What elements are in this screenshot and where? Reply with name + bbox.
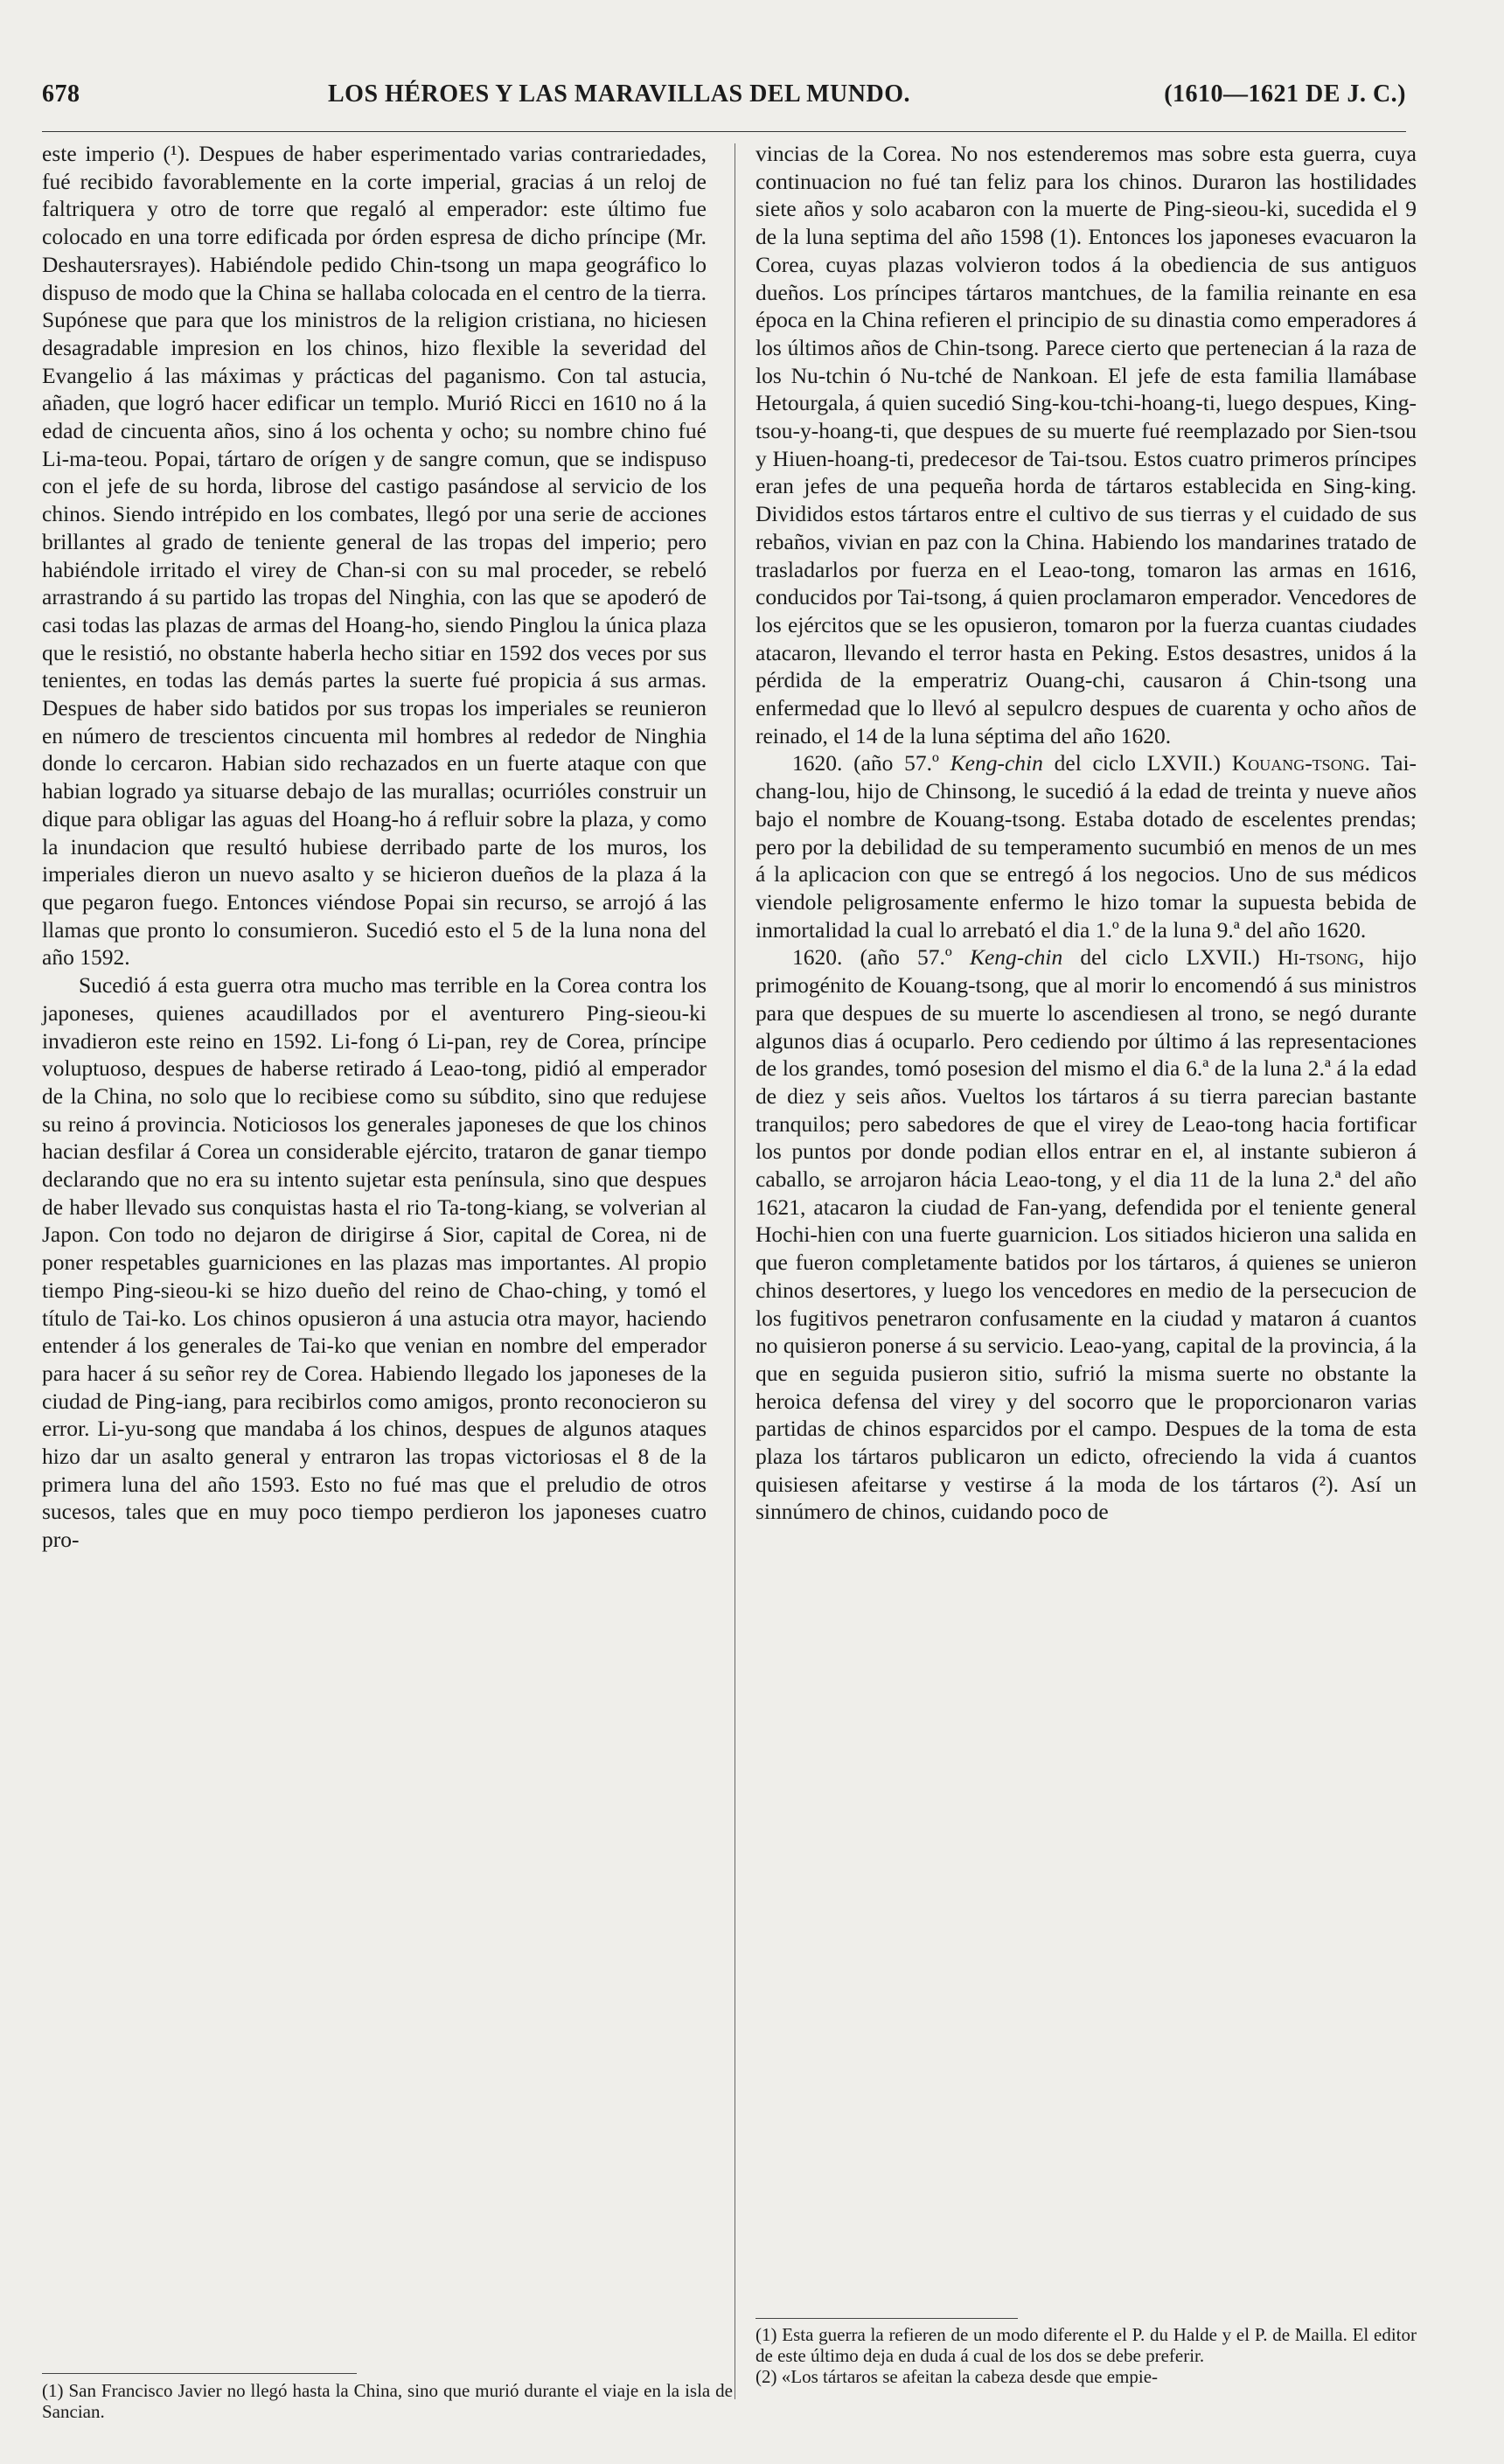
right-column: [755, 140, 1417, 1526]
right-footnote-rule: [755, 2318, 1018, 2319]
left-column: [42, 140, 707, 1554]
right-paragraph-2: [755, 749, 1417, 943]
left-footnote-rule: [42, 2373, 357, 2374]
running-title: LOS HÉROES Y LAS MARAVILLAS DEL MUNDO.: [328, 80, 910, 108]
right-footnote-1: (1) Esta guerra la refieren de un modo diferente el P. du Halde y el P. de Mailla. El editor de este último deja en duda á cual de los dos se debe preferir.: [755, 2324, 1417, 2366]
right-paragraph-3: [755, 943, 1417, 1526]
reign-text: hijo primogénito de Kouang-tsong, que al morir lo encomendó á sus ministros para que despues de su muerte lo ascendiesen al trono, se negó durante algunos dias á ocuparlo. Pero cediendo por último á las representaciones de los grandes, tomó posesion del mismo el dia 6.ª de la luna 2.ª á la edad de diez y seis años. Vueltos los tártaros á su tierra parecian bastante tranquilos; pero sabedores de que el virey de Leao-tong hacia fortificar los puntos por donde podian ellos entrar en el, al instante subieron á caballo, se arrojaron hácia Leao-tong, y el dia 11 de la luna 2.ª del año 1621, atacaron la ciudad de Fan-yang, defendida por el teniente general Hochi-hien con una fuerte guarnicion. Los sitiados hicieron una salida en que fueron completamente batidos por los tártaros, á quienes se unieron chinos desertores, y luego los vencedores en medio de la persecucion de los fugitivos penetraron confusamente en la ciudad y mataron á cuantos no quisieron ponerse á su servicio. Leao-yang, capital de la provincia, á la que en seguida pusieron sitio, sufrió la misma suerte no obstante la heroica defensa del virey y del socorro que le proporcionaron varias partidas de chinos esparcidos por el campo. Despues de la toma de esta plaza los tártaros publicaron un edicto, ofreciendo la vida á cuantos quisiesen afeitarse y vestirse á la moda de los tártaros (²). Así un sinnúmero de chinos, cuidando poco de: [755, 944, 1417, 1525]
left-paragraph-2: Sucedió á esta guerra otra mucho mas terrible en la Corea contra los japoneses, quienes acaudillados por el aventurero Ping-sieou-ki invadieron este reino en 1592. Li-fong ó Li-pan, rey de Corea, príncipe voluptuoso, despues de haberse retirado á Leao-tong, pidió al emperador de la China, no solo que lo recibiese como su súbdito, sino que redujese su reino á provincia. Noticiosos los generales japoneses de que los chinos hacian desfilar á Corea un considerable ejército, trataron de ganar tiempo declarando que no era su intento sujetar esta península, sino que despues de haber llevado sus conquistas hasta el rio Ta-tong-kiang, se volverian al Japon. Con todo no dejaron de dirigirse á Sior, capital de Corea, ni de poner respetables guarniciones en las plazas mas importantes. Al propio tiempo Ping-sieou-ki se hizo dueño del reino de Chao-ching, y tomó el título de Tai-ko. Los chinos opusieron á una astucia otra mayor, haciendo entender á los generales de Tai-ko que venian en nombre del emperador para hacer á su señor rey de Corea. Habiendo llegado los japoneses de la ciudad de Ping-iang, para recibirlos como amigos, pronto reconocieron su error. Li-yu-song que mandaba á los chinos, despues de algunos ataques hizo dar un asalto general y entraron las tropas victoriosas el 8 de la primera luna del año 1593. Esto no fué mas que el preludio de otros sucesos, tales que en muy poco tiempo perdieron los japoneses cuatro pro-: [42, 972, 707, 1553]
page-number: 678: [42, 80, 80, 108]
emperor-name: Hi-tsong,: [1277, 944, 1365, 971]
left-footnote: (1) San Francisco Javier no llegó hasta la China, sino que murió durante el viaje en la isla de Sancian.: [42, 2380, 733, 2422]
year-entry: 1620. (año 57.º: [792, 944, 952, 971]
right-paragraph-1: vincias de la Corea. No nos estenderemos mas sobre esta guerra, cuya continuacion no fué tan feliz para los chinos. Duraron las hostilidades siete años y solo acabaron con la muerte de Ping-sieou-ki, sucedida el 9 de la luna septima del año 1598 (1). Entonces los japoneses evacuaron la Corea, cuyas plazas volvieron todos á la obediencia de sus antiguos dueños. Los príncipes tártaros mantchues, de la familia reinante en esa época en la China refieren el principio de su dinastia como emperadores á los últimos años de Chin-tsong. Parece cierto que pertenecian á la raza de los Nu-tchin ó Nu-tché de Nankoan. El jefe de esta familia llamábase Hetourgala, á quien sucedió Sing-kou-tchi-hoang-ti, luego despues, King-tsou-y-hoang-ti, que despues de su muerte fué reemplazado por Sien-tsou y Hiuen-hoang-ti, predecesor de Tai-tsou. Estos cuatro primeros príncipes eran jefes de una pequeña horda de tártaros establecida en Sing-king. Divididos estos tártaros entre el cultivo de sus tierras y el cuidado de sus rebaños, vivian en paz con la China. Habiendo los mandarines tratado de trasladarlos por fuerza en el Leao-tong, tomaron las armas en 1616, conducidos por Tai-tsong, á quien proclamaron emperador. Vencedores de los ejércitos que se les opusieron, tomaron por la fuerza cuantas ciudades atacaron, llevando el terror hasta en Peking. Estos desastres, unidos á la pérdida de la emperatriz Ouang-chi, causaron á Chin-tsong una enfermedad que lo llevó al sepulcro despues de cuarenta y ocho años de reinado, el 14 de la luna séptima del año 1620.: [755, 141, 1417, 748]
reign-text: Tai-chang-lou, hijo de Chinsong, le sucedió á la edad de treinta y nueve años bajo el nombre de Kouang-tsong. Estaba dotado de escelentes prendas; pero por la debilidad de su temperamento sucumbió en menos de un mes á la aplicacion con que se entregó á los negocios. Uno de sus médicos viendole peligrosamente enfermo le hizo tomar la supuesta bebida de inmortalidad la cual lo arrebató el dia 1.º de la luna 9.ª del año 1620.: [755, 750, 1417, 943]
cycle-name: Keng-chin: [950, 750, 1043, 776]
header-rule: [42, 131, 1406, 132]
running-header: [42, 80, 1406, 133]
cycle-label: del ciclo LXVII.): [1080, 944, 1260, 971]
emperor-name: Kouang-tsong.: [1231, 750, 1371, 776]
cycle-name: Keng-chin: [969, 944, 1063, 971]
year-entry: 1620. (año 57.º: [792, 750, 939, 776]
right-footnotes: [755, 2324, 1417, 2387]
date-range: (1610—1621 DE J. C.): [1164, 80, 1406, 108]
left-paragraph-1: este imperio (¹). Despues de haber esperimentado varias contrariedades, fué recibido favorablemente en la corte imperial, gracias á un reloj de faltriquera y otro de torre que regaló al emperador: este último fue colocado en una torre edificada por órden espresa de dicho príncipe (Mr. Deshautersrayes). Habiéndole pedido Chin-tsong un mapa geográfico lo dispuso de modo que la China se hallaba colocada en el centro de la tierra. Supónese que para que los ministros de la religion cristiana, no hiciesen desagradable impresion en los chinos, hizo flexible la severidad del Evangelio á las máximas y prácticas del paganismo. Con tal astucia, añaden, que logró hacer edificar un templo. Murió Ricci en 1610 no á la edad de cincuenta años, sino á los ochenta y ocho; su nombre chino fué Li-ma-teou. Popai, tártaro de orígen y de sangre comun, que se indispuso con el jefe de su horda, librose del castigo pasándose al servicio de los chinos. Siendo intrépido en los combates, llegó por una serie de acciones brillantes al grado de teniente general de las tropas del imperio; pero habiéndole irritado el virey de Chan-si con su mal proceder, se rebeló arrastrando á su partido las tropas del Ninghia, con las que se apoderó de casi todas las plazas de armas del Hoang-ho, siendo Pinglou la única plaza que le resistió, no obstante haberla hecho sitiar en 1592 dos veces por sus tenientes, en todas las demás partes la suerte fué propicia á sus armas. Despues de haber sido batidos por sus tropas los imperiales se reunieron en número de trescientos cincuenta mil hombres al rededor de Ninghia donde lo cercaron. Habian sido rechazados en un fuerte ataque con que habian logrado ya situarse debajo de las murallas; ocurrióles construir un dique para obligar las aguas del Hoang-ho á refluir sobre la plaza, y como la inundacion que resultó hubiese derribado parte de los muros, los imperiales dieron un nuevo asalto y se hicieron dueños de la plaza á la que pegaron fuego. Entonces viéndose Popai sin recurso, se arrojó á las llamas que pronto lo consumieron. Sucedió esto el 5 de la luna nona del año 1592.: [42, 141, 707, 971]
left-footnotes: [42, 2380, 733, 2422]
cycle-label: del ciclo LXVII.): [1054, 750, 1222, 776]
right-footnote-2: (2) «Los tártaros se afeitan la cabeza desde que empie-: [755, 2366, 1159, 2387]
